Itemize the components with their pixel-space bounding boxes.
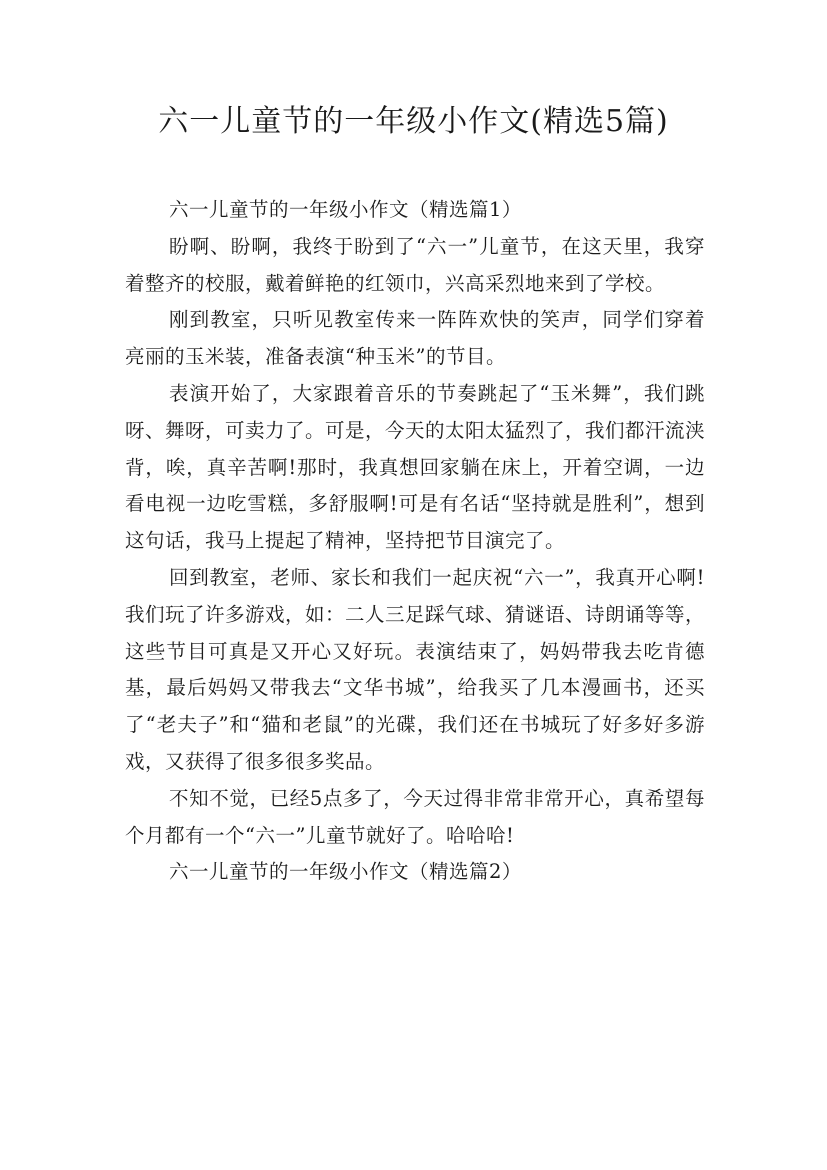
paragraph: 表演开始了，大家跟着音乐的节奏跳起了“玉米舞”，我们跳呀、舞呀，可卖力了。可是，今天的太阳太猛烈了，我们都汗流浃背，唉，真辛苦啊!那时，我真想回家躺在床上，开着空调，一边看电视一边吃雪糕，多舒服啊!可是有名话“坚持就是胜利”，想到这句话，我马上提起了精神，坚持把节目演完了。 [125,381,706,553]
section-heading: 六一儿童节的一年级小作文（精选篇1） [169,198,522,221]
document-body [125,192,705,891]
paragraph: 刚到教室，只听见教室传来一阵阵欢快的笑声，同学们穿着亮丽的玉米装，准备表演“种玉米”的节目。 [125,308,705,369]
section-heading: 六一儿童节的一年级小作文（精选篇2） [169,860,522,884]
paragraph: 盼啊、盼啊，我终于盼到了“六一”儿童节，在这天里，我穿着整齐的校服，戴着鲜艳的红领巾，兴高采烈地来到了学校。 [125,234,705,295]
document-title: 六一儿童节的一年级小作文(精选5篇) [158,104,669,139]
paragraph: 回到教室，老师、家长和我们一起庆祝“六一”，我真开心啊!我们玩了许多游戏，如：二人三足踩气球、猜谜语、诗朗诵等等，这些节目可真是又开心又好玩。表演结束了，妈妈带我去吃肯德基，最后妈妈又带我去“文华书城”，给我买了几本漫画书，还买了“老夫子”和“猫和老鼠”的光碟，我们还在书城玩了好多好多游戏，又获得了很多很多奖品。 [125,565,706,773]
paragraph: 不知不觉，已经5点多了，今天过得非常非常开心，真希望每个月都有一个“六一”儿童节就好了。哈哈哈! [125,786,705,847]
